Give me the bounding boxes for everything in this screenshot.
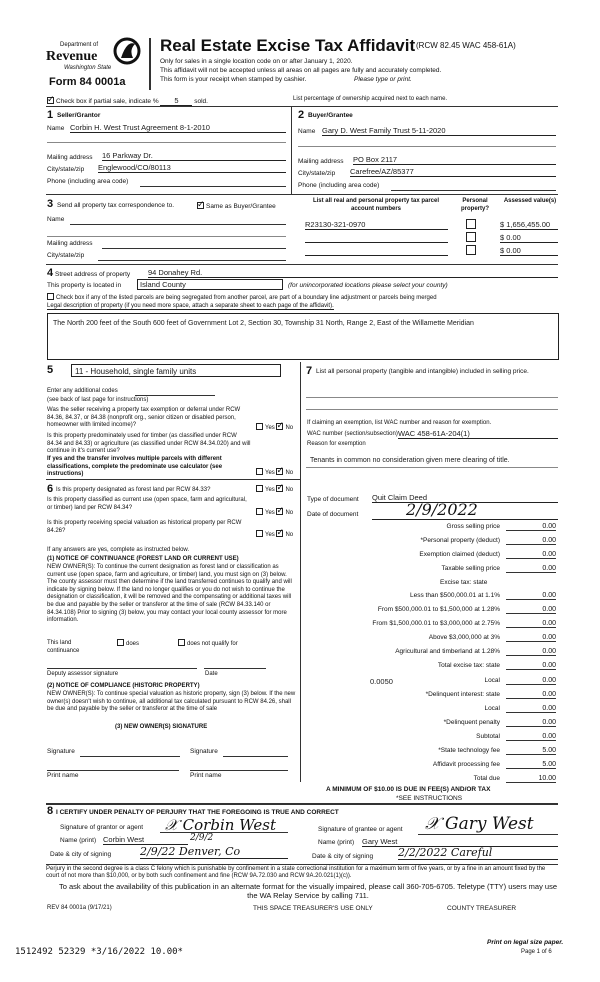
form-number: Form 84 0001a xyxy=(49,76,126,88)
taxable-price-value[interactable]: 0.00 xyxy=(506,565,556,573)
section-6-number: 6 xyxy=(47,483,54,495)
q-current-use-no-checkbox[interactable] xyxy=(276,508,283,515)
q-current-use-text: Is this property classified as current use (open space, farm and agricultural, or timber) land per RCW 84.34? xyxy=(47,497,247,511)
del-state-value[interactable]: 0.00 xyxy=(506,691,556,699)
codes-label: Enter any additional codes xyxy=(47,388,118,394)
personal-property-label: List all personal property (tangible and intangible) included in selling price. xyxy=(316,368,529,375)
q-historic-answer: Yes ✓ No xyxy=(256,530,293,538)
this-land-label: This land xyxy=(47,640,72,646)
total-due-value[interactable]: 10.00 xyxy=(506,775,556,783)
form-rcw: (RCW 82.45 WAC 458-61A) xyxy=(416,41,516,50)
partial-sale-checkbox[interactable] xyxy=(47,97,54,104)
q-timber-text: Is this property predominately used for timber (as classified under RCW 84.34 and 84.33) or agriculture (as classified under RCW 84.34.020) and will continue in it's current use? xyxy=(47,433,251,454)
tier1-row: Less than $500,000.01 at 1.1% 0.00 xyxy=(410,592,556,599)
header-note2: This affidavit will not be accepted unless all areas on all pages are fully and accurately completed. xyxy=(160,67,442,74)
grantor-date-label: Date & city of signing xyxy=(50,851,112,858)
buyer-heading: Buyer/Grantee xyxy=(308,112,353,119)
q-forest-answer: Yes ✓ No xyxy=(256,485,293,493)
grantee-sig-label: Signature of grantee or agent xyxy=(318,826,403,833)
section-3-number: 3 xyxy=(47,198,54,210)
tier3-value[interactable]: 0.00 xyxy=(506,620,556,628)
q-current-use-yes-checkbox[interactable] xyxy=(256,508,263,515)
q-historic-text: Is this property receiving special valuation as historical property per RCW 84.26? xyxy=(47,520,242,534)
grantor-signature[interactable]: 𝒳 Corbin West xyxy=(165,816,276,834)
dept-line1: Department of xyxy=(60,42,99,48)
header-note3: This form is your receipt when stamped by cashier. xyxy=(160,76,307,83)
section-2-number: 2 xyxy=(298,109,305,121)
seller-name-field[interactable]: Corbin H. West Trust Agreement 8-1-2010 xyxy=(70,123,286,133)
section-8-number: 8 xyxy=(47,805,54,817)
wac-field[interactable]: WAC 458-61A-204(1) xyxy=(398,429,558,439)
assessed-value-field[interactable]: $ 0.00 xyxy=(500,246,558,256)
tier3-row: From $1,500,000.01 to $3,000,000 at 2.75% 0.00 xyxy=(372,620,556,627)
tax-corr-mailing-label: Mailing address xyxy=(47,240,93,247)
q-exemption-yes-checkbox[interactable] xyxy=(256,423,263,430)
seller-heading: Seller/Grantor xyxy=(57,112,101,119)
q-timber-note: If yes and the transfer involves multiple parcels with different classifications, complete the predominate use calculator (see instructions) xyxy=(47,456,223,477)
doc-type-label: Type of document xyxy=(307,496,359,503)
q-forest-yes-checkbox[interactable] xyxy=(256,485,263,492)
exemption-deduct-row: Exemption claimed (deduct) 0.00 xyxy=(419,551,556,558)
if-yes-note: If any answers are yes, complete as instructed below. xyxy=(47,547,190,553)
grantee-signature[interactable]: 𝒳 Gary West xyxy=(425,814,534,834)
tier2-value[interactable]: 0.00 xyxy=(506,606,556,614)
street-label: Street address of property xyxy=(55,271,131,278)
county-select[interactable]: Island County xyxy=(137,279,283,290)
q-timber-answer: Yes ✓ No xyxy=(256,468,293,476)
header-note1: Only for sales in a single location code on or after January 1, 2020. xyxy=(160,58,353,65)
reason-label: Reason for exemption xyxy=(307,441,366,447)
del-state-row: *Delinquent interest: state 0.00 xyxy=(425,691,556,698)
seller-mailing-label: Mailing address xyxy=(47,154,93,161)
proc-fee-value[interactable]: 5.00 xyxy=(506,761,556,769)
gross-price-row: Gross selling price 0.00 xyxy=(446,523,556,530)
deputy-sig-label: Deputy assessor signature xyxy=(47,671,119,677)
accessibility-notice: To ask about the availability of this publication in an alternate format for the visually impaired, please call 360-705-6705. Teletype (TTY) users may use the WA Relay Service by calling 711. xyxy=(58,882,558,900)
section-1-number: 1 xyxy=(47,109,54,121)
buyer-city-field[interactable]: Carefree/AZ/85377 xyxy=(350,167,556,177)
grantor-name-field[interactable]: Corbin West xyxy=(103,835,188,845)
exemption-deduct-value[interactable]: 0.00 xyxy=(506,551,556,559)
grantee-date-label: Date & city of signing xyxy=(312,853,374,860)
taxable-price-row: Taxable selling price 0.00 xyxy=(441,565,556,572)
grantor-sig-label: Signature of grantor or agent xyxy=(60,824,144,831)
q-forest-no-checkbox[interactable] xyxy=(276,485,283,492)
buyer-mailing-field[interactable]: PO Box 2117 xyxy=(353,155,556,165)
partial-sale-percent[interactable]: 5 xyxy=(160,96,192,106)
seller-mailing-field[interactable]: 16 Parkway Dr. xyxy=(102,151,286,161)
assessed-value-field[interactable]: $ 0.00 xyxy=(500,233,558,243)
parcel-number-field[interactable] xyxy=(305,246,448,256)
grantee-date-city-field[interactable]: 2/2/2022 Careful xyxy=(398,846,558,860)
grantor-date-city-field[interactable]: 2/9/22 Denver, Co xyxy=(140,845,288,859)
buyer-phone-label: Phone (including area code) xyxy=(298,182,380,189)
grantee-name-label: Name (print) xyxy=(318,839,355,846)
treasurer-use-note: THIS SPACE TREASURER'S USE ONLY xyxy=(253,905,373,912)
perjury-notice: Perjury in the second degree is a class C felony which is punishable by confinement in a state correctional institution for a maximum term of five years, or by a fine in an amount fixed by the court of not more than $10,000, or by both such confinement and fine (RCW 9A.72.030 and RCW 9A.20.021(1)(c)). xyxy=(46,866,546,879)
parcel-col-header: List all real and personal property tax parcel account numbers xyxy=(312,198,440,212)
tech-fee-row: *State technology fee 5.00 xyxy=(438,747,556,754)
local-row: Local 0.00 xyxy=(484,677,556,684)
owner-sig-label-1: Signature xyxy=(47,748,75,755)
certify-text: I CERTIFY UNDER PENALTY OF PERJURY THAT THE FOREGOING IS TRUE AND CORRECT xyxy=(56,809,339,816)
legal-desc-label: Legal description of property (if you need more space, attach a separate sheet to each page of the affidavit). xyxy=(47,303,334,309)
del-local-row: Local 0.00 xyxy=(484,705,556,712)
segregated-row: Check box if any of the listed parcels are being segregated from another parcel, are part of a boundary line adjustment or parcels being merged xyxy=(47,293,437,301)
proc-fee-row: Affidavit processing fee 5.00 xyxy=(432,761,556,768)
seller-city-field[interactable]: Englewood/CO/80113 xyxy=(98,163,286,173)
q-historic-yes-checkbox[interactable] xyxy=(256,530,263,537)
minimum-note: A MINIMUM OF $10.00 IS DUE IN FEE(S) AND/OR TAX xyxy=(326,786,491,793)
owner-print-label-2: Print name xyxy=(190,772,222,779)
tax-corr-same-row: ✓ Same as Buyer/Grantee xyxy=(197,202,276,210)
notice3-title: (3) NEW OWNER(S) SIGNATURE xyxy=(115,724,208,730)
land-does-not-option: does not qualify for xyxy=(178,639,238,647)
total-due-row: Total due 10.00 xyxy=(473,775,556,782)
subtotal-row: Subtotal 0.00 xyxy=(476,733,556,740)
buyer-mailing-label: Mailing address xyxy=(298,158,344,165)
parcel-number-field[interactable]: R23130-321-0970 xyxy=(305,220,448,230)
parcel-number-field[interactable] xyxy=(305,233,448,243)
doc-date-field[interactable]: 2/9/2022 xyxy=(372,500,558,520)
unincorp-note: (for unincorporated locations please select your county) xyxy=(288,282,448,289)
dept-line2: Revenue xyxy=(46,49,98,64)
seller-name-label: Name xyxy=(47,125,65,132)
assessed-value-field[interactable]: $ 1,656,455.00 xyxy=(500,220,558,230)
section-7-number: 7 xyxy=(306,365,313,377)
owner-print-label-1: Print name xyxy=(47,772,79,779)
deputy-date-label: Date xyxy=(205,671,218,677)
revenue-seal-icon xyxy=(113,36,141,66)
personal-property-checkbox[interactable] xyxy=(466,232,476,242)
local-rate: 0.0050 xyxy=(370,677,393,686)
doc-date-label: Date of document xyxy=(307,511,359,518)
rev-number: REV 84 0001a (9/17/21) xyxy=(47,905,112,911)
grantor-name-label: Name (print) xyxy=(60,837,97,844)
tier2-row: From $500,000.01 to $1,500,000 at 1.28% 0.00 xyxy=(377,606,556,613)
segregated-checkbox[interactable] xyxy=(47,293,54,300)
notice2-title: (2) NOTICE OF COMPLIANCE (HISTORIC PROPERTY) xyxy=(47,683,200,689)
buyer-name-label: Name xyxy=(298,128,316,135)
q-exemption-answer: Yes ✓ No xyxy=(256,423,293,431)
personal-deduct-row: *Personal property (deduct) 0.00 xyxy=(420,537,556,544)
located-label: This property is located in xyxy=(47,282,122,289)
recording-stamp: 1512492 52329 *3/16/2022 10.00* xyxy=(15,947,183,957)
seller-city-label: City/state/zip xyxy=(47,166,85,173)
dept-line3: Washington State xyxy=(64,65,112,71)
land-use-select[interactable]: 11 - Household, single family units xyxy=(71,364,281,377)
same-as-buyer-checkbox[interactable] xyxy=(197,202,204,209)
subtotal-value[interactable]: 0.00 xyxy=(506,733,556,741)
reason-field[interactable]: Tenants in common no consideration given mere clearing of title. xyxy=(310,457,510,464)
q-exemption-no-checkbox[interactable] xyxy=(276,423,283,430)
ownership-note: List percentage of ownership acquired next to each name. xyxy=(293,96,448,102)
q-historic-no-checkbox[interactable] xyxy=(276,530,283,537)
notice2-body: NEW OWNER(S): To continue special valuation as historic property, sign (3) below. If the new owner(s) doesn't wish to continue, all additional tax calculated pursuant to RCW 84.26, shall be due and payable by the seller or transferor at the time of sale xyxy=(47,691,296,713)
personal-property-checkbox[interactable] xyxy=(466,219,476,229)
buyer-city-label: City/state/zip xyxy=(298,170,336,177)
header-note3b: Please type or print. xyxy=(354,76,412,83)
land-does-checkbox[interactable] xyxy=(117,639,124,646)
total-state-row: Total excise tax: state 0.00 xyxy=(437,662,556,669)
tier4-value[interactable]: 0.00 xyxy=(506,634,556,642)
buyer-name-field[interactable]: Gary D. West Family Trust 5-11-2020 xyxy=(322,126,556,136)
tax-corr-label: Send all property tax correspondence to. xyxy=(57,202,175,209)
penalty-row: *Delinquent penalty 0.00 xyxy=(443,719,556,726)
tier4-row: Above $3,000,000 at 3% 0.00 xyxy=(428,634,556,641)
tax-corr-city-label: City/state/zip xyxy=(47,252,85,259)
total-state-value[interactable]: 0.00 xyxy=(506,662,556,670)
section-5-number: 5 xyxy=(47,364,54,376)
personal-deduct-value[interactable]: 0.00 xyxy=(506,537,556,545)
agri-row: Agricultural and timberland at 1.28% 0.00 xyxy=(395,648,556,655)
agri-value[interactable]: 0.00 xyxy=(506,648,556,656)
grantor-name-date: 2/9/2 xyxy=(190,833,214,843)
q-forest-text: Is this property designated as forest land per RCW 84.33? xyxy=(56,487,211,493)
form-title: Real Estate Excise Tax Affidavit xyxy=(160,36,416,55)
street-field[interactable]: 94 Donahey Rd. xyxy=(148,268,558,278)
q-exemption-text: Was the seller receiving a property tax exemption or deferral under RCW 84.36, 84.37, or 84.38 (nonprofit org., senior citizen or disabled person, homeowner with limited income)? xyxy=(47,407,241,428)
notice1-body: NEW OWNER(S): To continue the current designation as forest land or classification as current use (open space, farm and agriculture, or timber) land, you must sign on (3) below. The county assessor must then determine if the land transferred continues to qualify and will indicate by signing below. If the land no longer qualifies or you do not wish to continue the designation or classification, it will be removed and the compensating or additional taxes will be due and payable by the seller or transferor at the time of sale (RCW 84.33.140 or 84.34.108) Prior to signing (3) below, you may contact your local county assessor for more information. xyxy=(47,564,292,624)
section-4-number: 4 xyxy=(47,267,54,279)
continuance-label: continuance xyxy=(47,648,80,654)
notice1-title: (1) NOTICE OF CONTINUANCE (FOREST LAND OR CURRENT USE) xyxy=(47,556,239,562)
excise-state-heading: Excise tax: state xyxy=(440,579,488,586)
land-does-option: does xyxy=(117,639,139,647)
q-current-use-answer: Yes ✓ No xyxy=(256,508,293,516)
page-indicator: Page 1 of 6 xyxy=(521,949,552,955)
del-local-value[interactable]: 0.00 xyxy=(506,705,556,713)
tech-fee-value[interactable]: 5.00 xyxy=(506,747,556,755)
seller-phone-label: Phone (including area code) xyxy=(47,178,129,185)
exemption-label: If claiming an exemption, list WAC number and reason for exemption. xyxy=(307,420,492,426)
partial-sale-row: ✓Check box if partial sale, indicate % 5 sold. xyxy=(47,96,208,106)
wac-label: WAC number (section/subsection) xyxy=(307,431,398,437)
doc-type-field[interactable]: Quit Claim Deed xyxy=(372,493,558,503)
gross-price-value[interactable]: 0.00 xyxy=(506,523,556,531)
county-treasurer-label: COUNTY TREASURER xyxy=(447,905,517,912)
personal-col-header: Personal property? xyxy=(460,198,489,212)
personal-property-checkbox[interactable] xyxy=(466,245,476,255)
codes-note: (see back of last page for instructions) xyxy=(47,397,149,403)
see-instructions: *SEE INSTRUCTIONS xyxy=(396,795,463,802)
q-timber-no-checkbox[interactable] xyxy=(276,468,283,475)
penalty-value[interactable]: 0.00 xyxy=(506,719,556,727)
tax-corr-name-label: Name xyxy=(47,216,65,223)
owner-sig-label-2: Signature xyxy=(190,748,218,755)
local-value[interactable]: 0.00 xyxy=(506,677,556,685)
legal-desc-box[interactable] xyxy=(47,313,559,360)
grantee-name-field[interactable]: Gary West xyxy=(362,837,558,847)
q-timber-yes-checkbox[interactable] xyxy=(256,468,263,475)
tier1-value[interactable]: 0.00 xyxy=(506,592,556,600)
land-does-not-checkbox[interactable] xyxy=(178,639,185,646)
assessed-col-header: Assessed value(s) xyxy=(503,198,557,204)
legal-paper-note: Print on legal size paper. xyxy=(487,939,564,946)
legal-desc-text: The North 200 feet of the South 600 feet of Government Lot 2, Section 30, Township 31 North, Range 2, East of the Willamette Meridian xyxy=(53,320,474,327)
